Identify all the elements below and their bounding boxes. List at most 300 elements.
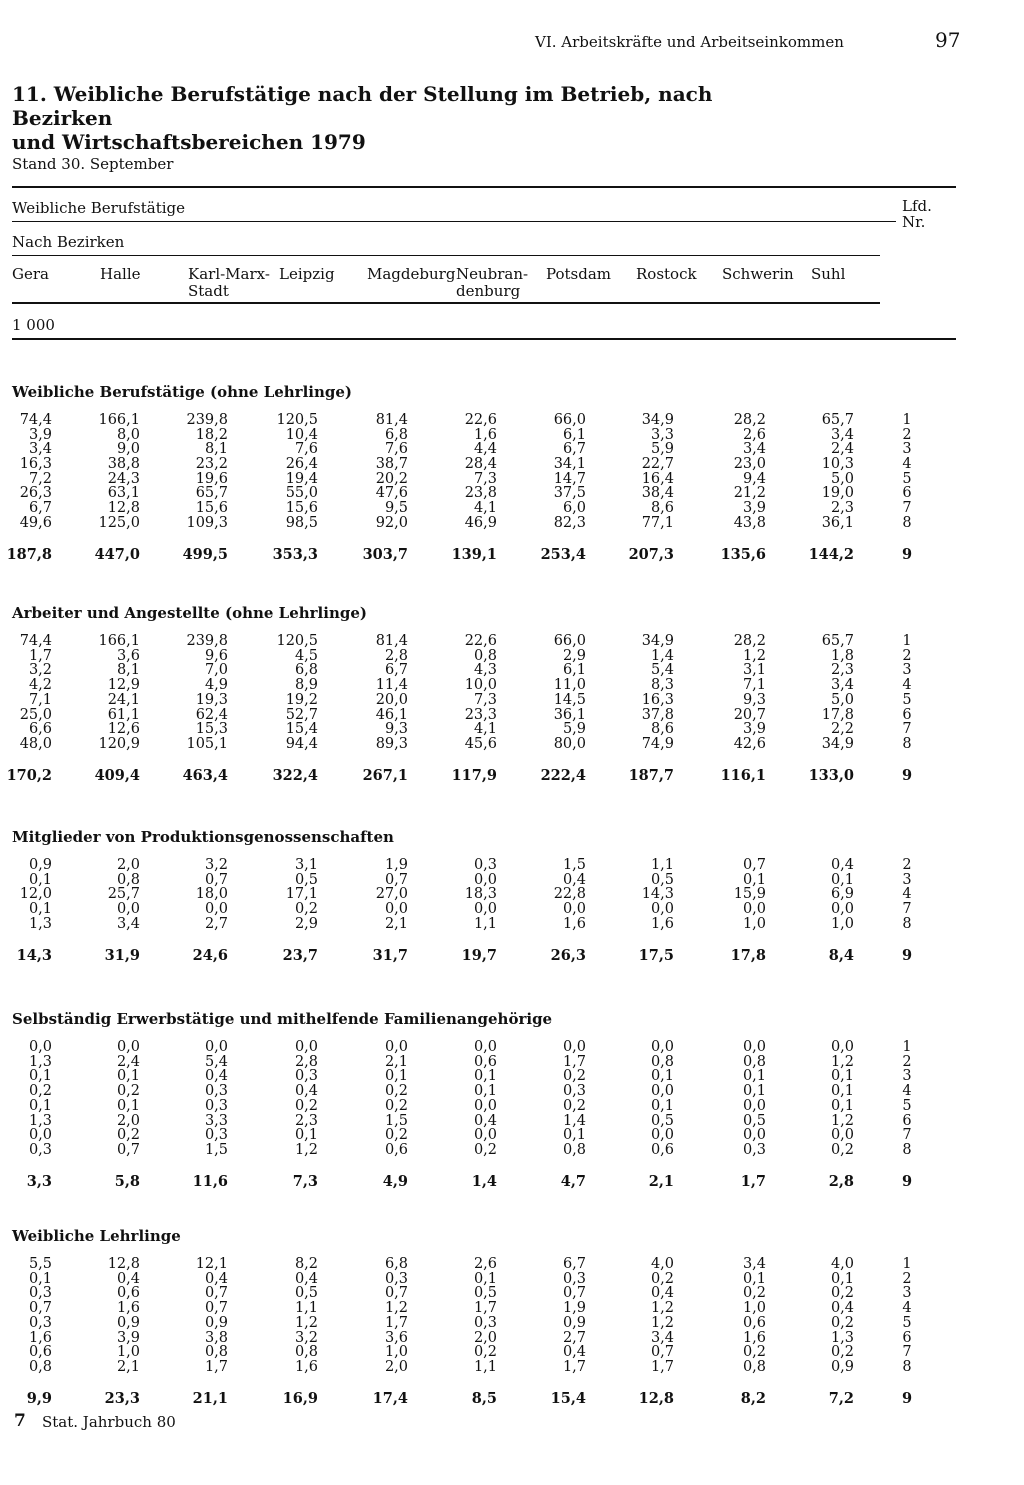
lfd-number: 1 bbox=[902, 1039, 912, 1055]
cell-col-1: 31,9 bbox=[104, 947, 140, 964]
lfd-number: 6 bbox=[902, 1330, 912, 1346]
cell-col-8: 28,2 bbox=[733, 633, 766, 649]
cell-col-4: 3,6 bbox=[384, 1330, 408, 1346]
cell-col-0: 0,2 bbox=[28, 1083, 52, 1099]
cell-col-7: 0,1 bbox=[650, 1068, 674, 1084]
cell-col-4: 11,4 bbox=[375, 677, 408, 693]
lfd-number: 9 bbox=[901, 546, 913, 563]
cell-col-8: 17,8 bbox=[730, 947, 766, 964]
table-row bbox=[0, 737, 1024, 752]
lfd-number: 2 bbox=[902, 857, 912, 873]
cell-col-1: 25,7 bbox=[107, 886, 140, 902]
cell-col-0: 187,8 bbox=[6, 546, 52, 563]
cell-col-0: 1,3 bbox=[28, 1113, 52, 1129]
cell-col-9: 1,3 bbox=[830, 1330, 854, 1346]
cell-col-6: 0,4 bbox=[562, 872, 586, 888]
cell-col-3: 8,9 bbox=[294, 677, 318, 693]
cell-col-1: 12,9 bbox=[107, 677, 140, 693]
cell-col-1: 0,0 bbox=[116, 901, 140, 917]
cell-col-0: 1,6 bbox=[28, 1330, 52, 1346]
section-title: Selbständig Erwerbstätige und mithelfende Familienangehörige bbox=[12, 1010, 553, 1028]
cell-col-3: 1,2 bbox=[294, 1315, 318, 1331]
column-header-0 bbox=[12, 266, 49, 283]
lfd-number: 3 bbox=[902, 1068, 912, 1084]
cell-col-5: 28,4 bbox=[464, 456, 497, 472]
cell-col-9: 0,2 bbox=[830, 1315, 854, 1331]
cell-col-8: 9,4 bbox=[742, 471, 766, 487]
cell-col-1: 2,0 bbox=[116, 1113, 140, 1129]
cell-col-8: 0,5 bbox=[742, 1113, 766, 1129]
cell-col-7: 14,3 bbox=[641, 886, 674, 902]
cell-col-8: 1,0 bbox=[742, 1300, 766, 1316]
cell-col-3: 52,7 bbox=[285, 707, 318, 723]
header-rule-1 bbox=[12, 221, 896, 222]
cell-col-8: 43,8 bbox=[733, 515, 766, 531]
cell-col-7: 16,3 bbox=[641, 692, 674, 708]
cell-col-9: 0,9 bbox=[830, 1359, 854, 1375]
cell-col-0: 0,1 bbox=[28, 872, 52, 888]
lfd-number: 9 bbox=[901, 1390, 913, 1407]
cell-col-5: 2,6 bbox=[473, 1256, 497, 1272]
cell-col-4: 81,4 bbox=[375, 633, 408, 649]
cell-col-3: 16,9 bbox=[282, 1390, 318, 1407]
cell-col-7: 8,3 bbox=[650, 677, 674, 693]
cell-col-2: 0,3 bbox=[204, 1127, 228, 1143]
cell-col-0: 3,9 bbox=[28, 427, 52, 443]
cell-col-4: 0,7 bbox=[384, 1285, 408, 1301]
lfd-number: 8 bbox=[902, 515, 912, 531]
cell-col-4: 2,8 bbox=[384, 648, 408, 664]
cell-col-8: 21,2 bbox=[733, 485, 766, 501]
cell-col-6: 1,6 bbox=[562, 916, 586, 932]
cell-col-2: 15,6 bbox=[195, 500, 228, 516]
cell-col-4: 0,2 bbox=[384, 1083, 408, 1099]
cell-col-3: 23,7 bbox=[282, 947, 318, 964]
cell-col-1: 0,2 bbox=[116, 1127, 140, 1143]
cell-col-3: 0,8 bbox=[294, 1344, 318, 1360]
cell-col-2: 105,1 bbox=[186, 736, 228, 752]
section-title: Arbeiter und Angestellte (ohne Lehrlinge) bbox=[12, 604, 367, 622]
cell-col-4: 27,0 bbox=[375, 886, 408, 902]
section-title: Weibliche Lehrlinge bbox=[12, 1227, 181, 1245]
lfd-number: 7 bbox=[902, 901, 912, 917]
cell-col-1: 8,1 bbox=[116, 662, 140, 678]
table-row bbox=[0, 858, 1024, 873]
cell-col-9: 0,1 bbox=[830, 1271, 854, 1287]
cell-col-6: 6,1 bbox=[562, 662, 586, 678]
cell-col-1: 166,1 bbox=[98, 412, 140, 428]
cell-col-1: 23,3 bbox=[104, 1390, 140, 1407]
cell-col-5: 22,6 bbox=[464, 412, 497, 428]
cell-col-7: 207,3 bbox=[628, 546, 674, 563]
cell-col-1: 12,6 bbox=[107, 721, 140, 737]
cell-col-2: 18,0 bbox=[195, 886, 228, 902]
table-row bbox=[0, 1128, 1024, 1143]
column-header-line-2: denburg bbox=[456, 282, 521, 300]
cell-col-9: 0,1 bbox=[830, 1083, 854, 1099]
cell-col-2: 7,0 bbox=[204, 662, 228, 678]
cell-col-1: 63,1 bbox=[107, 485, 140, 501]
table-row bbox=[0, 1040, 1024, 1055]
unit-label: 1 000 bbox=[12, 316, 55, 334]
cell-col-6: 26,3 bbox=[550, 947, 586, 964]
lfd-number: 8 bbox=[902, 1359, 912, 1375]
cell-col-5: 0,3 bbox=[473, 1315, 497, 1331]
cell-col-7: 1,1 bbox=[650, 857, 674, 873]
cell-col-0: 25,0 bbox=[19, 707, 52, 723]
cell-col-0: 16,3 bbox=[19, 456, 52, 472]
cell-col-2: 1,7 bbox=[204, 1359, 228, 1375]
table-row bbox=[0, 1316, 1024, 1331]
table-row bbox=[0, 708, 1024, 723]
cell-col-0: 49,6 bbox=[19, 515, 52, 531]
cell-col-9: 4,0 bbox=[830, 1256, 854, 1272]
cell-col-2: 9,6 bbox=[204, 648, 228, 664]
table-row bbox=[0, 917, 1024, 932]
total-row bbox=[0, 1391, 1024, 1406]
title-line-2: und Wirtschaftsbereichen 1979 bbox=[12, 130, 366, 154]
total-row bbox=[0, 1174, 1024, 1189]
cell-col-5: 10,0 bbox=[464, 677, 497, 693]
lfd-number: 4 bbox=[902, 456, 912, 472]
cell-col-6: 36,1 bbox=[553, 707, 586, 723]
cell-col-7: 16,4 bbox=[641, 471, 674, 487]
cell-col-9: 7,2 bbox=[828, 1390, 854, 1407]
cell-col-7: 0,2 bbox=[650, 1271, 674, 1287]
lfd-number: 1 bbox=[902, 633, 912, 649]
cell-col-5: 0,3 bbox=[473, 857, 497, 873]
cell-col-7: 0,5 bbox=[650, 1113, 674, 1129]
section-title: Mitglieder von Produktionsgenossenschaften bbox=[12, 828, 394, 846]
cell-col-9: 0,1 bbox=[830, 1068, 854, 1084]
total-row bbox=[0, 547, 1024, 562]
cell-col-4: 1,5 bbox=[384, 1113, 408, 1129]
cell-col-6: 11,0 bbox=[553, 677, 586, 693]
cell-col-7: 12,8 bbox=[638, 1390, 674, 1407]
cell-col-0: 1,7 bbox=[28, 648, 52, 664]
cell-col-5: 1,4 bbox=[471, 1173, 497, 1190]
cell-col-6: 66,0 bbox=[553, 412, 586, 428]
cell-col-2: 65,7 bbox=[195, 485, 228, 501]
cell-col-6: 1,4 bbox=[562, 1113, 586, 1129]
lfd-number: 4 bbox=[902, 677, 912, 693]
column-header-7 bbox=[636, 266, 697, 283]
column-header-4 bbox=[367, 266, 455, 283]
cell-col-7: 1,4 bbox=[650, 648, 674, 664]
cell-col-1: 120,9 bbox=[98, 736, 140, 752]
cell-col-8: 0,8 bbox=[742, 1054, 766, 1070]
cell-col-0: 0,9 bbox=[28, 857, 52, 873]
table-row bbox=[0, 887, 1024, 902]
cell-col-0: 7,2 bbox=[28, 471, 52, 487]
cell-col-4: 20,0 bbox=[375, 692, 408, 708]
cell-col-2: 0,7 bbox=[204, 1285, 228, 1301]
column-header-line-1: Rostock bbox=[636, 265, 697, 283]
lfd-number: 9 bbox=[901, 1173, 913, 1190]
cell-col-5: 0,0 bbox=[473, 901, 497, 917]
cell-col-3: 19,2 bbox=[285, 692, 318, 708]
cell-col-3: 353,3 bbox=[272, 546, 318, 563]
header-weibliche-berufstaetige: Weibliche Berufstätige bbox=[12, 199, 186, 217]
cell-col-0: 12,0 bbox=[19, 886, 52, 902]
cell-col-7: 0,0 bbox=[650, 1083, 674, 1099]
cell-col-8: 0,6 bbox=[742, 1315, 766, 1331]
cell-col-7: 74,9 bbox=[641, 736, 674, 752]
column-header-line-1: Potsdam bbox=[546, 265, 612, 283]
column-header-5 bbox=[456, 266, 528, 300]
cell-col-9: 2,3 bbox=[830, 500, 854, 516]
cell-col-3: 3,1 bbox=[294, 857, 318, 873]
cell-col-0: 0,1 bbox=[28, 1271, 52, 1287]
column-header-1 bbox=[100, 266, 141, 283]
cell-col-1: 0,7 bbox=[116, 1142, 140, 1158]
cell-col-6: 6,1 bbox=[562, 427, 586, 443]
cell-col-1: 24,3 bbox=[107, 471, 140, 487]
lfd-number: 2 bbox=[902, 648, 912, 664]
table-title bbox=[12, 82, 732, 154]
cell-col-8: 23,0 bbox=[733, 456, 766, 472]
column-header-9 bbox=[811, 266, 845, 283]
cell-col-7: 5,9 bbox=[650, 441, 674, 457]
column-header-3 bbox=[279, 266, 335, 283]
table-row bbox=[0, 1069, 1024, 1084]
cell-col-7: 2,1 bbox=[648, 1173, 674, 1190]
cell-col-5: 117,9 bbox=[451, 767, 497, 784]
cell-col-1: 5,8 bbox=[114, 1173, 140, 1190]
cell-col-8: 15,9 bbox=[733, 886, 766, 902]
cell-col-5: 45,6 bbox=[464, 736, 497, 752]
cell-col-2: 4,9 bbox=[204, 677, 228, 693]
cell-col-9: 1,0 bbox=[830, 916, 854, 932]
cell-col-0: 170,2 bbox=[6, 767, 52, 784]
cell-col-4: 2,1 bbox=[384, 1054, 408, 1070]
column-header-line-1: Magdeburg bbox=[367, 265, 456, 283]
lfd-number: 8 bbox=[902, 916, 912, 932]
cell-col-2: 0,7 bbox=[204, 872, 228, 888]
lfd-number: 5 bbox=[902, 1098, 912, 1114]
lfd-number: 2 bbox=[902, 1271, 912, 1287]
cell-col-7: 22,7 bbox=[641, 456, 674, 472]
cell-col-0: 6,6 bbox=[28, 721, 52, 737]
table-row bbox=[0, 678, 1024, 693]
column-header-2 bbox=[188, 266, 270, 300]
cell-col-3: 15,6 bbox=[285, 500, 318, 516]
cell-col-5: 4,3 bbox=[473, 662, 497, 678]
cell-col-3: 26,4 bbox=[285, 456, 318, 472]
cell-col-8: 0,2 bbox=[742, 1344, 766, 1360]
cell-col-4: 89,3 bbox=[375, 736, 408, 752]
cell-col-8: 20,7 bbox=[733, 707, 766, 723]
cell-col-1: 1,0 bbox=[116, 1344, 140, 1360]
cell-col-1: 0,6 bbox=[116, 1285, 140, 1301]
cell-col-6: 6,7 bbox=[562, 441, 586, 457]
table-row bbox=[0, 1360, 1024, 1375]
cell-col-0: 0,6 bbox=[28, 1344, 52, 1360]
lfd-number: 1 bbox=[902, 412, 912, 428]
cell-col-8: 0,1 bbox=[742, 1083, 766, 1099]
cell-col-3: 0,2 bbox=[294, 901, 318, 917]
cell-col-5: 0,0 bbox=[473, 1127, 497, 1143]
cell-col-1: 447,0 bbox=[94, 546, 140, 563]
cell-col-4: 2,1 bbox=[384, 916, 408, 932]
cell-col-8: 0,1 bbox=[742, 872, 766, 888]
cell-col-9: 65,7 bbox=[821, 412, 854, 428]
cell-col-9: 6,9 bbox=[830, 886, 854, 902]
cell-col-8: 1,2 bbox=[742, 648, 766, 664]
cell-col-8: 0,0 bbox=[742, 1098, 766, 1114]
cell-col-0: 4,2 bbox=[28, 677, 52, 693]
cell-col-2: 3,8 bbox=[204, 1330, 228, 1346]
cell-col-0: 0,3 bbox=[28, 1142, 52, 1158]
cell-col-2: 15,3 bbox=[195, 721, 228, 737]
column-header-line-1: Schwerin bbox=[722, 265, 794, 283]
cell-col-5: 0,1 bbox=[473, 1271, 497, 1287]
cell-col-2: 0,7 bbox=[204, 1300, 228, 1316]
cell-col-3: 0,4 bbox=[294, 1271, 318, 1287]
cell-col-1: 61,1 bbox=[107, 707, 140, 723]
cell-col-7: 0,4 bbox=[650, 1285, 674, 1301]
table-top-rule bbox=[12, 186, 956, 188]
cell-col-1: 125,0 bbox=[98, 515, 140, 531]
cell-col-1: 0,1 bbox=[116, 1068, 140, 1084]
reference-date: Stand 30. September bbox=[12, 155, 174, 173]
cell-col-3: 98,5 bbox=[285, 515, 318, 531]
lfd-number: 7 bbox=[902, 1127, 912, 1143]
cell-col-4: 6,8 bbox=[384, 427, 408, 443]
cell-col-4: 6,8 bbox=[384, 1256, 408, 1272]
table-row bbox=[0, 634, 1024, 649]
lfd-number: 4 bbox=[902, 1083, 912, 1099]
cell-col-4: 0,6 bbox=[384, 1142, 408, 1158]
lfd-number: 9 bbox=[901, 767, 913, 784]
cell-col-5: 2,0 bbox=[473, 1330, 497, 1346]
lfd-number: 3 bbox=[902, 662, 912, 678]
column-header-6 bbox=[546, 266, 611, 283]
cell-col-1: 24,1 bbox=[107, 692, 140, 708]
cell-col-0: 3,2 bbox=[28, 662, 52, 678]
cell-col-9: 3,4 bbox=[830, 677, 854, 693]
cell-col-1: 0,8 bbox=[116, 872, 140, 888]
cell-col-2: 11,6 bbox=[192, 1173, 228, 1190]
cell-col-8: 0,0 bbox=[742, 1127, 766, 1143]
cell-col-3: 94,4 bbox=[285, 736, 318, 752]
cell-col-8: 3,9 bbox=[742, 500, 766, 516]
cell-col-8: 0,0 bbox=[742, 901, 766, 917]
lfd-number: 3 bbox=[902, 872, 912, 888]
cell-col-6: 253,4 bbox=[540, 546, 586, 563]
cell-col-9: 65,7 bbox=[821, 633, 854, 649]
cell-col-3: 2,8 bbox=[294, 1054, 318, 1070]
cell-col-7: 38,4 bbox=[641, 485, 674, 501]
cell-col-6: 1,9 bbox=[562, 1300, 586, 1316]
cell-col-3: 6,8 bbox=[294, 662, 318, 678]
cell-col-5: 0,6 bbox=[473, 1054, 497, 1070]
cell-col-6: 2,9 bbox=[562, 648, 586, 664]
cell-col-6: 1,7 bbox=[562, 1359, 586, 1375]
cell-col-2: 0,8 bbox=[204, 1344, 228, 1360]
cell-col-2: 463,4 bbox=[182, 767, 228, 784]
cell-col-4: 1,9 bbox=[384, 857, 408, 873]
table-row bbox=[0, 722, 1024, 737]
column-header-line-2: Stadt bbox=[188, 282, 229, 300]
lfd-number: 4 bbox=[902, 886, 912, 902]
cell-col-8: 0,3 bbox=[742, 1142, 766, 1158]
cell-col-4: 20,2 bbox=[375, 471, 408, 487]
cell-col-4: 4,9 bbox=[382, 1173, 408, 1190]
cell-col-6: 0,9 bbox=[562, 1315, 586, 1331]
cell-col-7: 4,0 bbox=[650, 1256, 674, 1272]
cell-col-9: 5,0 bbox=[830, 692, 854, 708]
cell-col-0: 1,3 bbox=[28, 916, 52, 932]
table-row bbox=[0, 873, 1024, 888]
cell-col-9: 2,4 bbox=[830, 441, 854, 457]
cell-col-2: 0,0 bbox=[204, 1039, 228, 1055]
cell-col-7: 1,6 bbox=[650, 916, 674, 932]
cell-col-1: 0,0 bbox=[116, 1039, 140, 1055]
cell-col-7: 8,6 bbox=[650, 500, 674, 516]
lfd-number: 2 bbox=[902, 427, 912, 443]
cell-col-6: 82,3 bbox=[553, 515, 586, 531]
cell-col-4: 0,7 bbox=[384, 872, 408, 888]
cell-col-2: 8,1 bbox=[204, 441, 228, 457]
cell-col-8: 0,8 bbox=[742, 1359, 766, 1375]
cell-col-4: 0,2 bbox=[384, 1127, 408, 1143]
cell-col-2: 24,6 bbox=[192, 947, 228, 964]
cell-col-1: 1,6 bbox=[116, 1300, 140, 1316]
column-header-line-1: Leipzig bbox=[279, 265, 335, 283]
cell-col-9: 0,4 bbox=[830, 1300, 854, 1316]
table-row bbox=[0, 1286, 1024, 1301]
lfd-number: 5 bbox=[902, 692, 912, 708]
cell-col-7: 5,4 bbox=[650, 662, 674, 678]
cell-col-6: 15,4 bbox=[550, 1390, 586, 1407]
cell-col-4: 0,1 bbox=[384, 1068, 408, 1084]
cell-col-1: 8,0 bbox=[116, 427, 140, 443]
cell-col-8: 28,2 bbox=[733, 412, 766, 428]
lfd-number: 1 bbox=[902, 1256, 912, 1272]
cell-col-3: 0,5 bbox=[294, 1285, 318, 1301]
cell-col-9: 3,4 bbox=[830, 427, 854, 443]
cell-col-1: 0,9 bbox=[116, 1315, 140, 1331]
cell-col-5: 4,1 bbox=[473, 721, 497, 737]
lfd-number: 3 bbox=[902, 1285, 912, 1301]
cell-col-2: 23,2 bbox=[195, 456, 228, 472]
cell-col-8: 0,1 bbox=[742, 1068, 766, 1084]
lfd-number: 6 bbox=[902, 707, 912, 723]
cell-col-1: 0,1 bbox=[116, 1098, 140, 1114]
cell-col-6: 14,5 bbox=[553, 692, 586, 708]
column-header-8 bbox=[722, 266, 794, 283]
table-row bbox=[0, 1257, 1024, 1272]
cell-col-7: 0,1 bbox=[650, 1098, 674, 1114]
cell-col-3: 2,3 bbox=[294, 1113, 318, 1129]
table-row bbox=[0, 1055, 1024, 1070]
cell-col-6: 0,3 bbox=[562, 1083, 586, 1099]
page-number: 97 bbox=[935, 28, 961, 52]
table-row bbox=[0, 1301, 1024, 1316]
cell-col-1: 38,8 bbox=[107, 456, 140, 472]
table-row bbox=[0, 501, 1024, 516]
cell-col-9: 1,8 bbox=[830, 648, 854, 664]
cell-col-1: 3,6 bbox=[116, 648, 140, 664]
total-row bbox=[0, 948, 1024, 963]
cell-col-7: 34,9 bbox=[641, 633, 674, 649]
cell-col-4: 1,2 bbox=[384, 1300, 408, 1316]
cell-col-6: 22,8 bbox=[553, 886, 586, 902]
cell-col-4: 1,7 bbox=[384, 1315, 408, 1331]
cell-col-9: 2,2 bbox=[830, 721, 854, 737]
cell-col-0: 0,1 bbox=[28, 1098, 52, 1114]
